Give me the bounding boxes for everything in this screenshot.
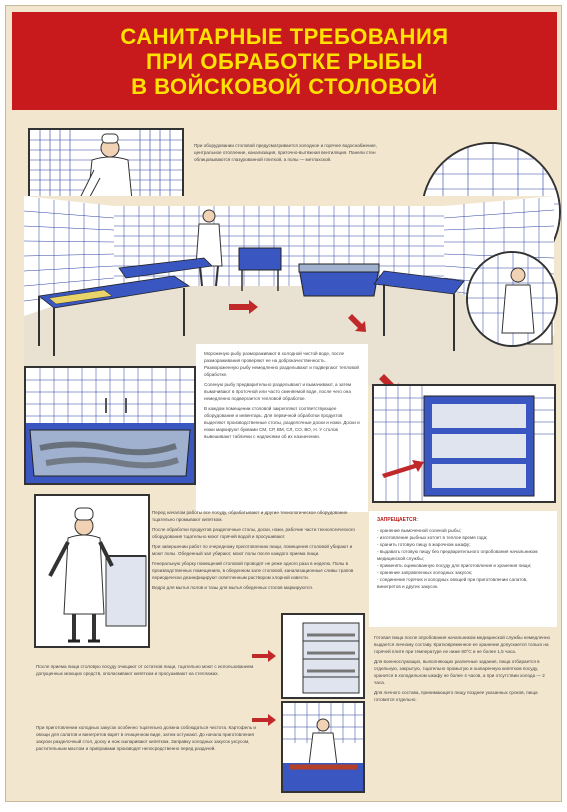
illustration-storage-cabinet [372,384,556,503]
prohibited-list [377,527,549,590]
prohibited-label: ЗАПРЕЩАЕТСЯ: [377,517,418,523]
text-fish-processing: Мороженую рыбу размораживают в холодной чистой воде, после размораживания проверяют ее на доброкачественность. Размороженную рыбу немедленно разделывают и подвергают тепловой обработке. Соленую рыбу предварительно разделывают и вымачивают, а затем вымачивают в проточной или часто сменяемой воде, после чего она немедленно подвергается тепловой обработке. В каждом помещении столовой закрепляют соответствующее оборудование и инвентарь. Для первичной обработки продуктов выделяют производственные столы, разделочные доски и ножи. Доски и ножи маркируют буквами СМ, СР, ВМ, СЛ, СО, ВО, Н. У столов вывешивают таблички с надписями об их назначении. [196,344,368,512]
title-banner [12,12,557,110]
title-line-3: В ВОЙСКОВОЙ СТОЛОВОЙ [131,73,438,99]
prohibited-item: - применять оцинкованную посуду для приготовления и хранения пищи; [377,563,532,568]
text-cold-snacks: При приготовлении холодных закусок особенно тщательно должна соблюдаться чистота. Картофель и овощи для салатов и винегретов варят в очищенном виде, затем остужают. До начала приготовления закуски разделочный стол, доску и нож ошпаривают кипятком. Заправку холодных закусок уксусом, растительным маслом и приправами производят непосредственно перед раздачей. [36,725,256,751]
illustration-cook-preparing-snacks [281,701,365,793]
prohibited-item: - хранить готовую пищу в жарочном шкафу; [377,542,471,547]
text-ready-food-serving: Готовая пища после опробования начальником медицинской службы немедленно выдается личному составу. Кратковременное ее хранение допускается только на горячей плите при температуре не ниже 80°С и не более 1,5 часа. Для военнослужащих, выполняющих различные задания, пища отбирается в отдельную, закрытую, тщательно промытую и ошпаренную кипятком посуду, хранится в холодильном шкафу не более 4 часов, а при отсутствии холода — 2 часа. Для личного состава, принимающего пищу позднее указанных сроков, пища готовится отдельно. [374,635,551,702]
prohibited-item: - изготовление рыбных котлет в теплое время года; [377,535,488,540]
prohibited-item: - соединение горячих и холодных овощей при приготовлении салатов, винегретов и других закусок. [377,577,528,589]
prohibited-box [369,511,557,627]
text-equipment-requirements: При оборудовании столовой предусматривается холодное и горячее водоснабжение, центральное отопление, канализация, приточно-вытяжная вентиляция. Панели стен облицовываются глазурованной плиткой, а полы — метлахской. [186,136,386,192]
title-line-1: САНИТАРНЫЕ ТРЕБОВАНИЯ [120,23,449,49]
illustration-fish-in-sink [24,366,196,485]
arrow-to-dish-rack [252,650,276,662]
illustration-chef-apron-detail [466,251,558,347]
text-dishwashing: После приема пищи столовую посуду очищают от остатков пищи, тщательно моют с использованием допущенных моющих средств, ополаскивают кипятком и просушивают на стеллажах. [36,664,254,676]
illustration-cook-standing [34,494,150,648]
prohibited-item: - выдавать готовую пищу без предварительного опробования начальником медицинской службы; [377,549,538,561]
prohibited-item: - хранение вымоченной соленой рыбы; [377,528,462,533]
illustration-dish-rack [281,613,365,699]
title-line-2: ПРИ ОБРАБОТКЕ РЫБЫ [145,48,424,74]
prohibited-item: - хранение заправленных холодных закусок; [377,570,473,575]
poster [5,5,562,802]
text-cleaning-rules: Перед началом работы все посуду, обрабатывают и другие технологическое оборудование тщательно промывают кипятком. После обработки продуктов разделочные столы, доски, ножи, рабочие части технологического оборудования тщательно моют горячей водой и просушивают. При завершении работ по очередному приготовлению пищи, помещения столовой убирают и моют полы. Обеденный зал убирают, моют полы после каждого приема пищи. Генеральную уборку помещений столовой проводят не реже одного раза в неделю. Полы в производственных помещениях, в обеденном зале столовой, канализационные сливы трапов периодически дезинфицируют осветленным раствором хлорной извести. Ведро для мытья полов и тазы для мытья обеденных столов маркируются. [152,510,355,590]
